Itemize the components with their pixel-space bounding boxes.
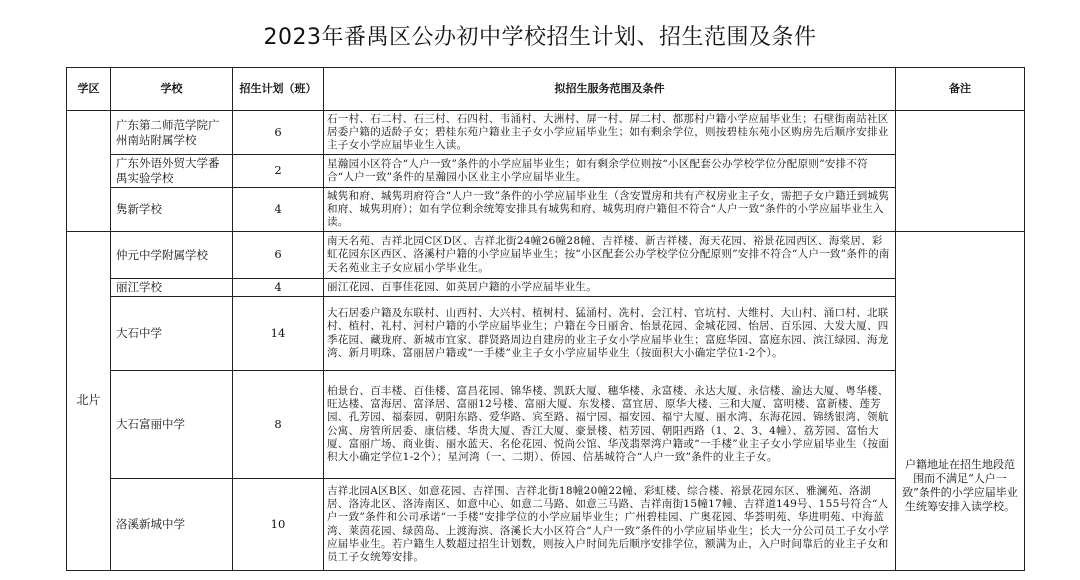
table-row (67, 297, 1025, 371)
school-name: 丽江学校 (111, 279, 233, 297)
school-name: 广东外语外贸大学番禺实验学校 (111, 155, 233, 188)
school-name: 仲元中学附属学校 (111, 232, 233, 279)
table-row (67, 479, 1025, 571)
school-name: 大石中学 (111, 297, 233, 371)
header-school: 学校 (111, 68, 233, 111)
table-row (67, 111, 1025, 155)
district-north: 北片 (67, 232, 111, 571)
header-district: 学区 (67, 68, 111, 111)
table-row (67, 232, 1025, 279)
plan-classes: 6 (233, 111, 324, 155)
note-remark (896, 232, 1025, 571)
school-name: 大石富丽中学 (111, 371, 233, 479)
table-row (67, 279, 1025, 297)
table-row (67, 155, 1025, 188)
page-title: 2023年番禺区公办初中学校招生计划、招生范围及条件 (263, 25, 817, 50)
school-name: 广东第二师范学院广州南站附属学校 (111, 111, 233, 155)
header-note: 备注 (896, 68, 1025, 111)
header-plan: 招生计划（班） (233, 68, 324, 111)
school-name: 隽新学校 (111, 188, 233, 232)
note-text: 户籍地址在招生地段范围而不满足“人户一致”条件的小学应届毕业生统筹安排入读学校。 (902, 458, 1018, 513)
scope-text: 星瀚园小区符合“人户一致”条件的小学应届毕业生；如有剩余学位则按“小区配套公办学校学位分配原则”安排不符合“人户一致”条件的星瀚园小区业主小学应届毕业生。 (324, 155, 896, 188)
table-row (67, 188, 1025, 232)
table-row (67, 371, 1025, 479)
scope-text: 丽江花园、百事佳花园、如英居户籍的小学应届毕业生。 (324, 279, 896, 297)
district-cell-top (67, 111, 111, 232)
scope-text: 大石居委户籍及东联村、山西村、大兴村、植树村、猛涌村、冼村、会江村、官坑村、大维村、大山村、涌口村、北联村、植村、礼村、河村户籍的小学应届毕业生；户籍在今日丽舍、怡景花园、金城花园、怡居、百乐园、大发大厦、四季花园、藏珑府、新城市宜家、群贤路周边自建房的业主子女小学应届毕业生；富庭华园、富庭东园、滨江绿园、海龙湾、新月明珠、富丽居户籍或“一手楼”业主子女小学应届毕业生（按面积大小确定学位1-2个）。 (324, 297, 896, 371)
scope-text: 柏景台、百丰楼、百佳楼、富昌花园、锦华楼、凯跃大厦、穗华楼、永富楼、永达大厦、永信楼、渝达大厦、粤华楼、旺达楼、富海居、富泽居、富丽12号楼、富丽大厦、东发楼、富宜居、原华大楼、三和大厦、富明楼、富新楼、莲芳园、孔芳园、福泰园、朝阳东路、爱华路、宾至路、福宁园、福安园、福宁大厦、丽水湾、东海花园、锦绣银湾、领航公寓、房管所居委、康信楼、华贵大厦、香江大厦、豪景楼、桔芳园、朝阳西路（1、2、3、4幢）、荔芳园、富怡大厦、富丽广场、商业街、丽水蓝天、名伦花园、悦尚公馆、华茂翡翠湾户籍或“一手楼”业主子女小学应届毕业生（按面积大小确定学位1-2个）；星河湾（一、二期）、侨园、信基城符合“人户一致”条件的业主子女。 (324, 371, 896, 479)
plan-classes: 4 (233, 188, 324, 232)
scope-text: 南天名苑、吉祥北园C区D区、吉祥北街24幢26幢28幢、吉祥楼、新吉祥楼、海天花园、裕景花园西区、海棠居、彩虹花园东区西区、洛溪村户籍的小学应届毕业生；按“小区配套公办学校学位分配原则”安排不符合“人户一致”条件的南天名苑业主子女应届小学毕业生。 (324, 232, 896, 279)
note-cell-top (896, 111, 1025, 232)
scope-text: 吉祥北园A区B区、如意花园、吉祥围、吉祥北街18幢20幢22幢、彩虹楼、综合楼、裕景花园东区、雅澜苑、洛湖居、洛涛北区、洛涛南区、如意中心、如意二马路、如意三马路、吉祥南街15幢17幢、吉祥道149号、155号符合“人户一致”条件和公司承诺“一手楼”安排学位的小学应届毕业生；广州碧桂园、广奥花园、华荟明苑、华进明苑、中海蓝湾、莱茵花园、绿茵岛、上渡海滨、洛溪长大小区符合“人户一致”条件的小学应届毕业生；长大一分公司员工子女小学应届毕业生。若户籍生人数超过招生计划数，则按入户时间先后顺序安排学位，额满为止，入户时间靠后的业主子女和员工子女统筹安排。 (324, 479, 896, 571)
plan-classes: 2 (233, 155, 324, 188)
plan-classes: 8 (233, 371, 324, 479)
enrollment-table (66, 67, 1025, 571)
scope-text: 石一村、石二村、石三村、石四村、韦涌村、大洲村、屏一村、屏二村、都那村户籍小学应届毕业生；石壁街南站社区居委户籍的适龄子女；碧桂东苑户籍业主子女小学应届毕业生；如有剩余学位，则按碧桂东苑小区购房先后顺序安排业主子女小学应届毕业生入读。 (324, 111, 896, 155)
plan-classes: 14 (233, 297, 324, 371)
header-scope: 拟招生服务范围及条件 (324, 68, 896, 111)
plan-classes: 4 (233, 279, 324, 297)
plan-classes: 6 (233, 232, 324, 279)
plan-classes: 10 (233, 479, 324, 571)
scope-text: 城隽和府、城隽玥府符合“人户一致”条件的小学应届毕业生（含安置房和共有产权房业主子女，需把子女户籍迁到城隽和府、城隽玥府）；如有学位剩余统筹安排具有城隽和府、城隽玥府户籍但不符合“人户一致”条件的小学应届毕业生入读。 (324, 188, 896, 232)
school-name: 洛溪新城中学 (111, 479, 233, 571)
table-header-row (67, 68, 1025, 111)
